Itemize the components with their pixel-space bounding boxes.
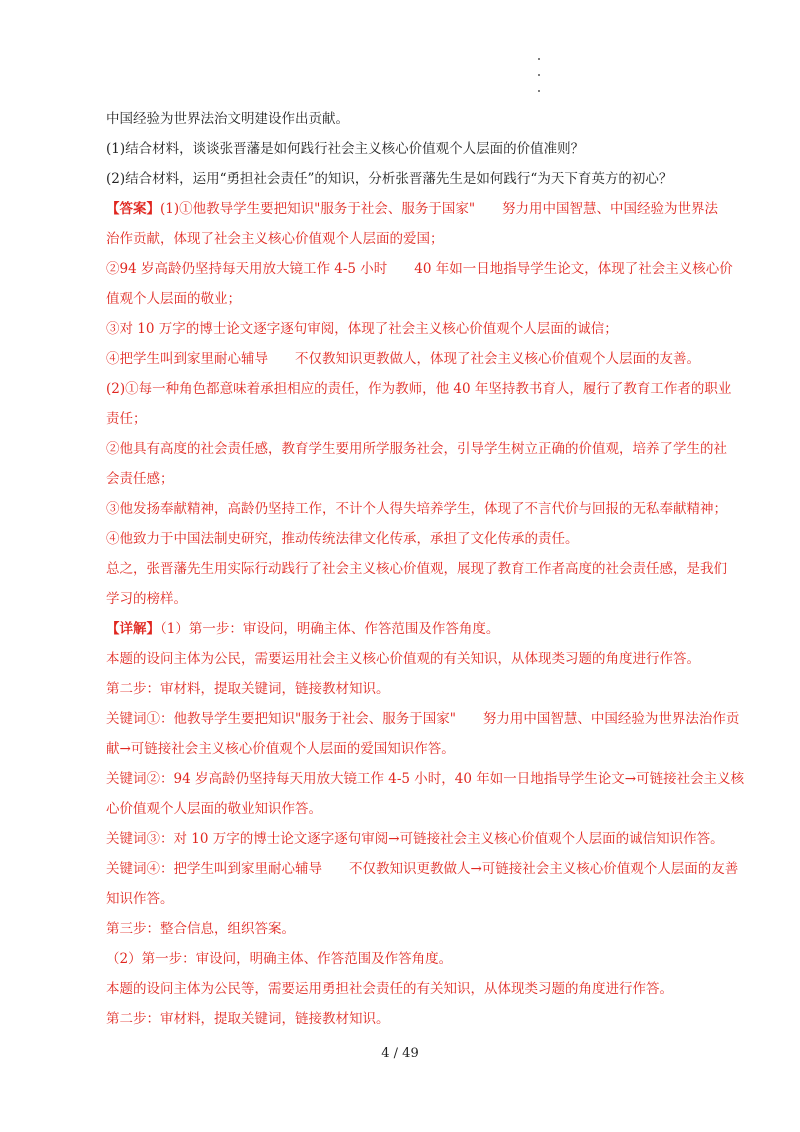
line-text: 知识作答。 [106,891,174,907]
line-text: （2）第一步：审设问，明确主体、作答范围及作答角度。 [106,951,453,967]
text-line [106,734,706,764]
line-text: 第二步：审材料，提取关键词，链接教材知识。 [106,681,390,697]
line-text: ③他发扬奉献精神，高龄仍坚持工作，不计个人得失培养学生，体现了不言代价与回报的无私奉献精神； [106,501,727,517]
line-text: (1)①他教导学生要把知识"服务于社会、服务于国家" 努力用中国智慧、中国经验为世界法 [160,201,719,217]
text-line [106,314,706,344]
text-line [106,674,706,704]
line-text: 第三步：整合信息，组织答案。 [106,921,295,937]
text-line [106,824,724,854]
text-line [106,974,706,1004]
line-text: ②94 岁高龄仍坚持每天用放大镜工作 4-5 小时 40 年如一日地指导学生论文，体现了社会主义核心价 [106,261,733,277]
text-line [106,404,706,434]
text-line [106,284,706,314]
line-text: 中国经验为世界法治文明建设作出贡献。 [106,111,349,127]
text-line [106,464,706,494]
dot-mark [538,90,540,92]
text-line [106,374,732,404]
text-line [106,584,706,614]
text-line [106,914,706,944]
text-line [106,494,727,524]
text-line [106,644,706,674]
line-text: ④他致力于中国法制史研究，推动传统法律文化传承，承担了文化传承的责任。 [106,531,579,547]
line-text: ③对 10 万字的博士论文逐字逐句审阅，体现了社会主义核心价值观个人层面的诚信； [106,321,618,337]
text-line [106,254,733,284]
text-line [106,884,706,914]
section-tag: 【答案】 [106,201,160,217]
text-line [106,344,706,374]
page-corner-dots [538,58,550,106]
text-line [106,434,727,464]
text-line [106,164,706,194]
text-line [106,944,706,974]
line-text: 关键词③：对 10 万字的博士论文逐字逐句审阅→可链接社会主义核心价值观个人层面的诚信知识作答。 [106,831,724,847]
dot-mark [538,74,540,76]
line-text: (2)①每一种角色都意味着承担相应的责任，作为教师，他 40 年坚持教书育人，履行了教育工作者的职业 [106,381,732,397]
line-text: 心价值观个人层面的敬业知识作答。 [106,801,322,817]
text-line [106,1004,706,1034]
line-text: (2)结合材料，运用“勇担社会责任”的知识，分析张晋藩先生是如何践行“为天下育英方的初心？ [106,171,673,187]
text-line [106,854,739,884]
text-line [106,554,727,584]
line-text: ②他具有高度的社会责任感，教育学生要用所学服务社会，引导学生树立正确的价值观，培养了学生的社 [106,441,727,457]
text-line [106,614,706,644]
line-text: ④把学生叫到家里耐心辅导 不仅教知识更教做人，体现了社会主义核心价值观个人层面的友善。 [106,351,700,367]
text-line [106,224,706,254]
line-text: 学习的榜样。 [106,591,187,607]
text-line [106,794,706,824]
text-line [106,134,706,164]
line-text: 会责任感； [106,471,174,487]
page-number: 4 / 49 [381,1046,419,1061]
line-text: （1）第一步：审设问，明确主体、作答范围及作答角度。 [160,621,500,637]
line-text: 第二步：审材料，提取关键词，链接教材知识。 [106,1011,390,1027]
line-text: 值观个人层面的敬业； [106,291,241,307]
line-text: 本题的设问主体为公民等，需要运用勇担社会责任的有关知识，从体现类习题的角度进行作答。 [106,981,673,997]
text-line [106,764,745,794]
line-text: 关键词④：把学生叫到家里耐心辅导 不仅教知识更教做人→可链接社会主义核心价值观个人层面的友善 [106,861,739,877]
dot-mark [538,58,540,60]
line-text: 治作贡献，体现了社会主义核心价值观个人层面的爱国； [106,231,444,247]
text-line [106,104,706,134]
text-line [106,524,706,554]
line-text: 总之，张晋藩先生用实际行动践行了社会主义核心价值观，展现了教育工作者高度的社会责任感，是我们 [106,561,727,577]
line-text: 责任； [106,411,147,427]
line-text: 本题的设问主体为公民，需要运用社会主义核心价值观的有关知识，从体现类习题的角度进行作答。 [106,651,700,667]
line-text: 献→可链接社会主义核心价值观个人层面的爱国知识作答。 [106,741,455,757]
text-line [106,194,719,224]
document-body [106,104,745,1034]
line-text: 关键词①：他教导学生要把知识"服务于社会、服务于国家" 努力用中国智慧、中国经验为世界法治作贡 [106,711,740,727]
line-text: 关键词②：94 岁高龄仍坚持每天用放大镜工作 4-5 小时，40 年如一日地指导学生论文→可链接社会主义核 [106,771,745,787]
text-line [106,704,740,734]
line-text: (1)结合材料，谈谈张晋藩是如何践行社会主义核心价值观个人层面的价值准则？ [106,141,585,157]
section-tag: 【详解】 [106,621,160,637]
